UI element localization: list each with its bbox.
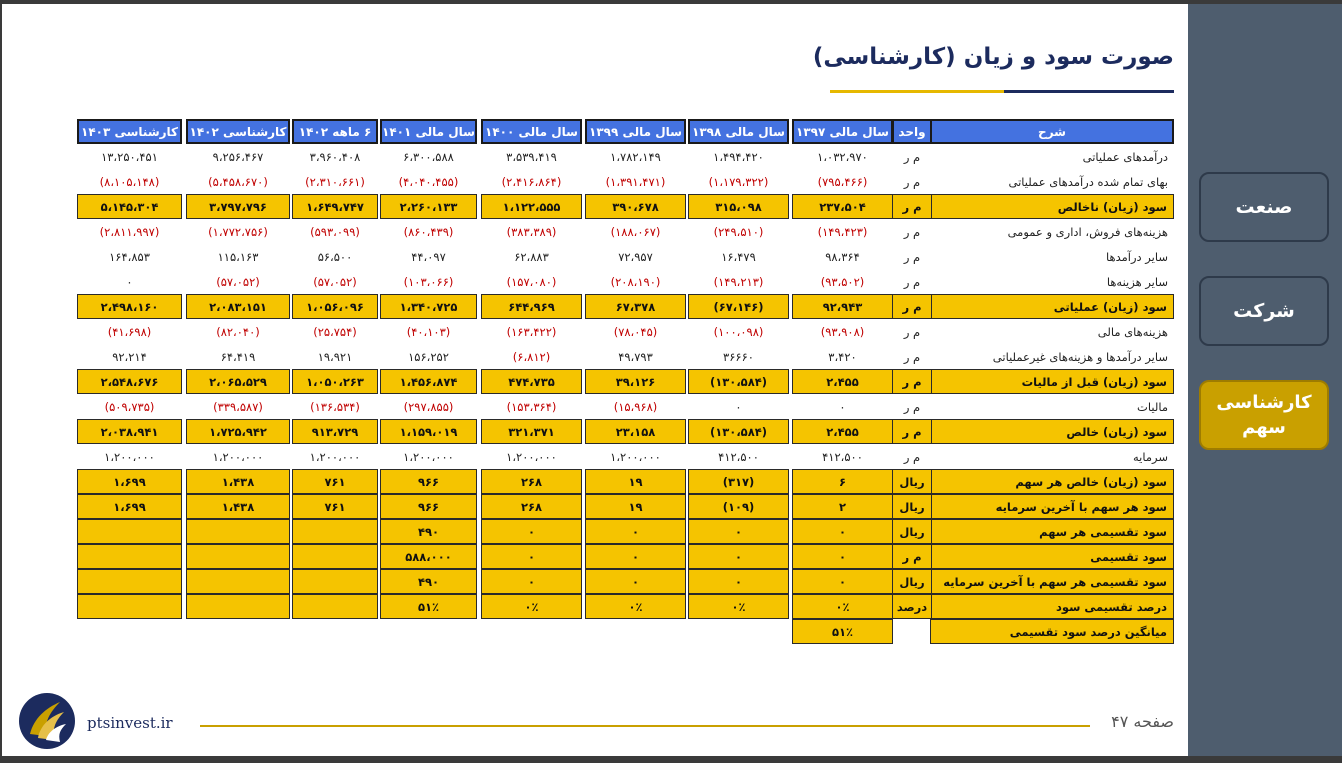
table-cell: ۱،۶۹۹ <box>77 494 182 519</box>
column-header: ۶ ماهه ۱۴۰۲ <box>292 119 378 144</box>
table-cell: ۶ <box>792 469 893 494</box>
column-header: کارشناسی ۱۴۰۳ <box>77 119 182 144</box>
page-number: صفحه ۴۷ <box>1111 712 1174 731</box>
table-cell: ۱،۴۳۸ <box>186 469 290 494</box>
table-cell: ۲ <box>792 494 893 519</box>
table-cell: ۹۱۳،۷۲۹ <box>292 419 378 444</box>
table-cell: (۵،۴۵۸،۶۷۰) <box>208 174 268 189</box>
table-cell: (۶۷،۱۴۶) <box>688 294 789 319</box>
table-cell: ۱،۲۰۰،۰۰۰ <box>212 449 264 464</box>
table-cell: (۲۰۸،۱۹۰) <box>610 274 661 289</box>
table-cell: ۹۲،۹۴۳ <box>792 294 893 319</box>
table-cell: (۳۸۳،۳۸۹) <box>506 224 557 239</box>
table-cell: ۱،۰۵۶،۰۹۶ <box>292 294 378 319</box>
table-cell: (۲۴۹،۵۱۰) <box>713 224 764 239</box>
table-cell: (۴۰،۱۰۳) <box>406 324 451 339</box>
table-cell: ۳۱۵،۰۹۸ <box>688 194 789 219</box>
table-cell: ۱،۷۸۲،۱۴۹ <box>610 149 661 164</box>
table-cell: (۵۷،۰۵۲) <box>216 274 260 289</box>
table-cell: ۱،۲۰۰،۰۰۰ <box>309 449 361 464</box>
table-cell: ۳،۹۶۰،۴۰۸ <box>309 149 361 164</box>
table-cell: ۱۹ <box>585 494 686 519</box>
row-description: سود (زیان) عملیاتی <box>930 294 1174 319</box>
row-unit: م ر <box>892 544 932 569</box>
table-cell: ۵۱٪ <box>380 594 477 619</box>
table-cell <box>186 569 290 594</box>
column-header: سال مالی ۱۳۹۹ <box>585 119 686 144</box>
table-cell: ۱۱۵،۱۶۳ <box>217 249 259 264</box>
table-cell: ۰ <box>839 399 846 414</box>
table-cell <box>292 594 378 619</box>
table-cell: ۰ <box>735 399 742 414</box>
page-title: صورت سود و زیان (کارشناسی) <box>812 44 1174 70</box>
row-description: درصد تقسیمی سود <box>930 594 1174 619</box>
row-description: سایر درآمدها و هزینه‌های غیرعملیاتی <box>992 349 1168 364</box>
table-cell: (۷۸،۰۴۵) <box>613 324 658 339</box>
column-header: سال مالی ۱۳۹۷ <box>792 119 893 144</box>
year-column <box>186 119 290 619</box>
row-description: سود تقسیمی <box>930 544 1174 569</box>
table-cell <box>186 544 290 569</box>
table-cell: ۴۴،۰۹۷ <box>411 249 446 264</box>
avg-row-value: ۵۱٪ <box>792 619 893 644</box>
table-cell: (۲۹۷،۸۵۵) <box>403 399 454 414</box>
table-cell: ۱۹ <box>585 469 686 494</box>
table-cell: (۵۹۳،۰۹۹) <box>310 224 360 239</box>
table-cell: ۳،۴۲۰ <box>828 349 857 364</box>
table-cell: ۹۲،۲۱۴ <box>112 349 147 364</box>
row-unit: م ر <box>892 294 932 319</box>
table-cell: ۶۴۴،۹۶۹ <box>481 294 582 319</box>
company-logo-icon <box>16 690 78 752</box>
table-cell <box>186 519 290 544</box>
table-cell: ۳،۵۳۹،۴۱۹ <box>506 149 557 164</box>
table-cell: ۶،۳۰۰،۵۸۸ <box>403 149 454 164</box>
row-unit: م ر <box>903 274 921 289</box>
row-unit: م ر <box>903 399 921 414</box>
table-cell: ۲،۴۵۵ <box>792 419 893 444</box>
footer-divider <box>200 725 1090 727</box>
table-cell: ۲۶۸ <box>481 494 582 519</box>
year-column <box>292 119 378 619</box>
table-cell: ۱،۲۰۰،۰۰۰ <box>403 449 454 464</box>
table-cell: ۰ <box>688 569 789 594</box>
table-cell: ۲،۰۳۸،۹۴۱ <box>77 419 182 444</box>
table-cell: ۱،۰۳۲،۹۷۰ <box>817 149 868 164</box>
table-cell: ۱۶۴،۸۵۳ <box>109 249 150 264</box>
table-cell: (۵۷،۰۵۲) <box>313 274 357 289</box>
row-unit: م ر <box>892 194 932 219</box>
row-description: سود (زیان) خالص <box>930 419 1174 444</box>
table-cell <box>77 569 182 594</box>
table-cell: (۳۱۷) <box>688 469 789 494</box>
table-cell: (۴،۰۴۰،۴۵۵) <box>398 174 459 189</box>
row-unit: ریال <box>892 469 932 494</box>
table-cell: ۱،۴۵۶،۸۷۴ <box>380 369 477 394</box>
table-cell: (۱۵۳،۳۶۴) <box>506 399 557 414</box>
table-cell <box>292 544 378 569</box>
table-cell: ۹،۲۵۶،۴۶۷ <box>212 149 264 164</box>
table-cell: ۴۷۴،۷۳۵ <box>481 369 582 394</box>
table-cell: ۱،۳۴۰،۷۲۵ <box>380 294 477 319</box>
column-header: سال مالی ۱۴۰۰ <box>481 119 582 144</box>
table-cell: ۲،۰۶۵،۵۲۹ <box>186 369 290 394</box>
row-unit: م ر <box>903 349 921 364</box>
year-column <box>481 119 582 619</box>
avg-row-description: میانگین درصد سود تقسیمی <box>930 619 1174 644</box>
table-cell: ۰ <box>481 544 582 569</box>
table-cell: ۰٪ <box>792 594 893 619</box>
row-description: سایر درآمدها <box>1106 249 1168 264</box>
table-cell: ۲۳۷،۵۰۴ <box>792 194 893 219</box>
table-cell: (۱۶۳،۴۲۲) <box>506 324 557 339</box>
table-cell: ۳۹،۱۲۶ <box>585 369 686 394</box>
table-cell: ۰ <box>481 519 582 544</box>
table-cell <box>186 594 290 619</box>
table-cell: ۳۶۶۶۰ <box>723 349 754 364</box>
table-cell: (۱۳۶،۵۳۴) <box>310 399 360 414</box>
table-cell: (۱۴۹،۲۱۳) <box>713 274 764 289</box>
table-cell: ۲۶۸ <box>481 469 582 494</box>
table-cell: ۴۹،۷۹۳ <box>618 349 653 364</box>
year-column <box>380 119 477 619</box>
table-cell: ۳۲۱،۳۷۱ <box>481 419 582 444</box>
title-underline <box>830 90 1174 93</box>
table-cell: ۳۹۰،۶۷۸ <box>585 194 686 219</box>
table-cell: ۱،۱۲۲،۵۵۵ <box>481 194 582 219</box>
table-cell: ۷۶۱ <box>292 494 378 519</box>
table-cell: ۶۲،۸۸۳ <box>514 249 549 264</box>
table-cell: ۰٪ <box>688 594 789 619</box>
table-cell <box>77 519 182 544</box>
row-description: درآمدهای عملیاتی <box>1082 149 1168 164</box>
table-cell: ۲،۰۸۳،۱۵۱ <box>186 294 290 319</box>
table-cell: (۱۳۰،۵۸۴) <box>688 369 789 394</box>
row-description: هزینه‌های مالی <box>1097 324 1168 339</box>
table-cell: ۲،۲۶۰،۱۳۳ <box>380 194 477 219</box>
table-cell: ۴۹۰ <box>380 519 477 544</box>
table-cell: ۰ <box>585 519 686 544</box>
table-cell: ۰ <box>792 519 893 544</box>
table-cell: (۲،۸۱۱،۹۹۷) <box>99 224 160 239</box>
column-header: سال مالی ۱۴۰۱ <box>380 119 477 144</box>
table-cell: ۰ <box>585 569 686 594</box>
header-description: شرح <box>930 119 1174 144</box>
nav-industry-button[interactable]: صنعت <box>1199 172 1329 242</box>
table-cell: (۱،۳۹۱،۴۷۱) <box>605 174 666 189</box>
table-cell: ۰ <box>688 544 789 569</box>
table-cell: ۰٪ <box>585 594 686 619</box>
table-cell: ۵۸۸،۰۰۰ <box>380 544 477 569</box>
table-cell: (۵۰۹،۷۳۵) <box>104 399 155 414</box>
table-cell: (۷۹۵،۴۶۶) <box>817 174 868 189</box>
table-cell: (۴۱،۶۹۸) <box>107 324 152 339</box>
row-description: سود (زیان) قبل از مالیات <box>930 369 1174 394</box>
row-unit: درصد <box>892 594 932 619</box>
table-cell: ۰ <box>792 544 893 569</box>
row-unit: ریال <box>892 519 932 544</box>
row-unit: ریال <box>892 569 932 594</box>
row-description: سود (زیان) ناخالص <box>930 194 1174 219</box>
table-cell: (۱۵۷،۰۸۰) <box>506 274 557 289</box>
row-description: هزینه‌های فروش، اداری و عمومی <box>1007 224 1168 239</box>
table-cell: (۲۵،۷۵۴) <box>313 324 357 339</box>
year-column <box>77 119 182 619</box>
row-description: سرمایه <box>1132 449 1168 464</box>
table-cell: (۱۰۰،۰۹۸) <box>713 324 764 339</box>
row-unit: م ر <box>903 449 921 464</box>
table-cell: ۵،۱۴۵،۳۰۴ <box>77 194 182 219</box>
table-cell: ۷۶۱ <box>292 469 378 494</box>
row-description: مالیات <box>1137 399 1168 414</box>
table-cell: (۱۳۰،۵۸۴) <box>688 419 789 444</box>
table-cell <box>292 519 378 544</box>
table-cell <box>292 569 378 594</box>
table-cell: (۲،۳۱۰،۶۶۱) <box>305 174 365 189</box>
header-unit: واحد <box>892 119 932 144</box>
row-unit: م ر <box>892 419 932 444</box>
table-cell: ۰ <box>585 544 686 569</box>
table-cell: ۱،۲۰۰،۰۰۰ <box>506 449 557 464</box>
table-cell: (۱۰۳،۰۶۶) <box>403 274 454 289</box>
row-unit: م ر <box>903 249 921 264</box>
row-unit: م ر <box>903 224 921 239</box>
row-unit: م ر <box>903 324 921 339</box>
table-cell: (۱۰۹) <box>688 494 789 519</box>
table-cell: (۱۸۸،۰۶۷) <box>610 224 661 239</box>
table-cell: ۹۸،۳۶۴ <box>825 249 860 264</box>
table-cell: ۱۶،۴۷۹ <box>721 249 756 264</box>
table-cell: ۵۶،۵۰۰ <box>317 249 353 264</box>
row-description: سود تقسیمی هر سهم <box>930 519 1174 544</box>
table-cell: ۴۱۲،۵۰۰ <box>718 449 759 464</box>
table-cell: ۱،۱۵۹،۰۱۹ <box>380 419 477 444</box>
table-cell: ۱،۶۴۹،۷۴۷ <box>292 194 378 219</box>
table-cell: ۱،۷۲۵،۹۴۲ <box>186 419 290 444</box>
year-column <box>688 119 789 619</box>
table-cell: ۲،۵۴۸،۶۷۶ <box>77 369 182 394</box>
table-cell: ۱،۲۰۰،۰۰۰ <box>104 449 155 464</box>
nav-stock-valuation-button[interactable]: کارشناسی سهم <box>1199 380 1329 450</box>
table-cell: (۱۴۹،۴۲۳) <box>817 224 868 239</box>
table-cell: ۱،۰۵۰،۲۶۳ <box>292 369 378 394</box>
table-cell: ۹۶۶ <box>380 469 477 494</box>
description-column <box>930 119 1174 644</box>
website-link[interactable]: ptsinvest.ir <box>87 714 173 732</box>
table-cell: (۶،۸۱۲) <box>512 349 551 364</box>
row-description: سود تقسیمی هر سهم با آخرین سرمایه <box>930 569 1174 594</box>
table-cell: ۷۲،۹۵۷ <box>618 249 653 264</box>
row-unit: ریال <box>892 494 932 519</box>
table-cell: ۶۴،۴۱۹ <box>220 349 256 364</box>
row-description: بهای تمام شده درآمدهای عملیاتی <box>1008 174 1168 189</box>
table-cell: (۱،۷۷۲،۷۵۶) <box>208 224 268 239</box>
table-cell: ۱،۶۹۹ <box>77 469 182 494</box>
table-cell: (۸۶۰،۴۳۹) <box>403 224 454 239</box>
table-cell <box>77 594 182 619</box>
table-cell: (۱،۱۷۹،۳۲۲) <box>708 174 769 189</box>
table-cell: ۱،۴۳۸ <box>186 494 290 519</box>
table-cell: ۶۷،۳۷۸ <box>585 294 686 319</box>
table-cell: ۲۳،۱۵۸ <box>585 419 686 444</box>
row-unit: م ر <box>903 174 921 189</box>
table-cell: (۹۳،۹۰۸) <box>820 324 865 339</box>
table-cell <box>77 544 182 569</box>
table-cell: ۱۳،۲۵۰،۴۵۱ <box>101 149 158 164</box>
table-cell: (۱۵،۹۶۸) <box>613 399 658 414</box>
table-cell: (۸،۱۰۵،۱۴۸) <box>99 174 160 189</box>
row-description: سایر هزینه‌ها <box>1106 274 1168 289</box>
table-cell: ۱،۴۹۴،۴۲۰ <box>713 149 764 164</box>
table-cell: ۱۵۶،۲۵۲ <box>408 349 449 364</box>
table-cell: ۰ <box>481 569 582 594</box>
nav-company-button[interactable]: شرکت <box>1199 276 1329 346</box>
table-cell: ۱،۲۰۰،۰۰۰ <box>610 449 661 464</box>
row-unit: م ر <box>892 369 932 394</box>
column-header: سال مالی ۱۳۹۸ <box>688 119 789 144</box>
table-cell: ۴۱۲،۵۰۰ <box>822 449 863 464</box>
unit-column <box>892 119 932 619</box>
table-cell: ۰ <box>126 274 133 289</box>
table-cell: ۰ <box>688 519 789 544</box>
row-description: سود (زیان) خالص هر سهم <box>930 469 1174 494</box>
column-header: کارشناسی ۱۴۰۲ <box>186 119 290 144</box>
table-cell: ۰ <box>792 569 893 594</box>
table-cell: ۰٪ <box>481 594 582 619</box>
table-cell: (۳۳۹،۵۸۷) <box>213 399 263 414</box>
table-cell: (۲،۴۱۶،۸۶۴) <box>501 174 562 189</box>
row-description: سود هر سهم با آخرین سرمایه <box>930 494 1174 519</box>
table-cell: ۴۹۰ <box>380 569 477 594</box>
slide <box>2 4 1188 756</box>
row-unit: م ر <box>903 149 921 164</box>
table-cell: ۲،۴۵۵ <box>792 369 893 394</box>
year-column <box>792 119 893 644</box>
year-column <box>585 119 686 619</box>
table-cell: ۳،۷۹۷،۷۹۶ <box>186 194 290 219</box>
table-cell: (۹۳،۵۰۲) <box>820 274 865 289</box>
table-cell: (۸۲،۰۴۰) <box>216 324 260 339</box>
table-cell: ۹۶۶ <box>380 494 477 519</box>
table-cell: ۱۹،۹۲۱ <box>317 349 353 364</box>
sidebar <box>1188 4 1342 756</box>
table-cell: ۲،۴۹۸،۱۶۰ <box>77 294 182 319</box>
